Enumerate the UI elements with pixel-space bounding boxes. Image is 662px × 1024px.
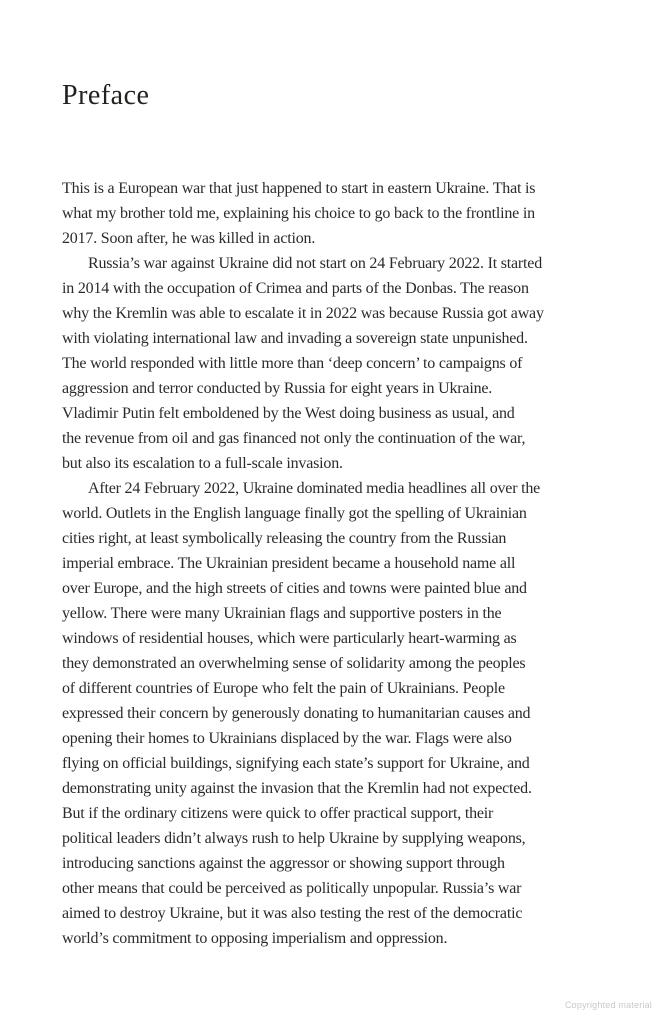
- text-line: they demonstrated an overwhelming sense of solidarity among the peoples: [62, 655, 526, 672]
- text-line: opening their homes to Ukrainians displaced by the war. Flags were also: [62, 730, 512, 747]
- text-line: 2017. Soon after, he was killed in action.: [62, 230, 316, 247]
- text-line: with violating international law and invading a sovereign state unpunished.: [62, 330, 528, 347]
- text-line: This is a European war that just happened to start in eastern Ukraine. That is: [62, 180, 536, 197]
- page-title: Preface: [62, 80, 150, 111]
- page-body: [62, 176, 632, 951]
- text-line: But if the ordinary citizens were quick to offer practical support, their: [62, 805, 494, 822]
- text-line: Russia’s war against Ukraine did not start on 24 February 2022. It started: [88, 255, 542, 272]
- text-line: introducing sanctions against the aggressor or showing support through: [62, 855, 505, 872]
- text-line: what my brother told me, explaining his choice to go back to the frontline in: [62, 205, 535, 222]
- text-line: the revenue from oil and gas financed not only the continuation of the war,: [62, 430, 526, 447]
- text-line: but also its escalation to a full-scale invasion.: [62, 455, 343, 472]
- text-line: Vladimir Putin felt emboldened by the West doing business as usual, and: [62, 405, 515, 422]
- text-line: cities right, at least symbolically releasing the country from the Russian: [62, 530, 507, 547]
- copyright-watermark: Copyrighted material: [564, 1000, 652, 1010]
- text-line: After 24 February 2022, Ukraine dominated media headlines all over the: [88, 480, 541, 497]
- text-line: imperial embrace. The Ukrainian president became a household name all: [62, 555, 516, 572]
- paragraph: [62, 476, 632, 951]
- text-line: world’s commitment to opposing imperialism and oppression.: [62, 930, 448, 947]
- paragraph: [62, 176, 632, 251]
- text-line: other means that could be perceived as politically unpopular. Russia’s war: [62, 880, 522, 897]
- text-line: yellow. There were many Ukrainian flags and supportive posters in the: [62, 605, 502, 622]
- text-line: of different countries of Europe who felt the pain of Ukrainians. People: [62, 680, 505, 697]
- text-line: flying on official buildings, signifying each state’s support for Ukraine, and: [62, 755, 530, 772]
- text-line: demonstrating unity against the invasion that the Kremlin had not expected.: [62, 780, 532, 797]
- text-line: The world responded with little more than ‘deep concern’ to campaigns of: [62, 355, 523, 372]
- text-line: political leaders didn’t always rush to help Ukraine by supplying weapons,: [62, 830, 526, 847]
- text-line: aggression and terror conducted by Russia for eight years in Ukraine.: [62, 380, 493, 397]
- text-line: world. Outlets in the English language finally got the spelling of Ukrainian: [62, 505, 527, 522]
- paragraph: [62, 251, 632, 476]
- text-line: expressed their concern by generously donating to humanitarian causes and: [62, 705, 531, 722]
- text-line: why the Kremlin was able to escalate it in 2022 was because Russia got away: [62, 305, 544, 322]
- text-line: over Europe, and the high streets of cities and towns were painted blue and: [62, 580, 527, 597]
- text-line: in 2014 with the occupation of Crimea and parts of the Donbas. The reason: [62, 280, 529, 297]
- text-line: windows of residential houses, which were particularly heart-warming as: [62, 630, 517, 647]
- text-line: aimed to destroy Ukraine, but it was also testing the rest of the democratic: [62, 905, 523, 922]
